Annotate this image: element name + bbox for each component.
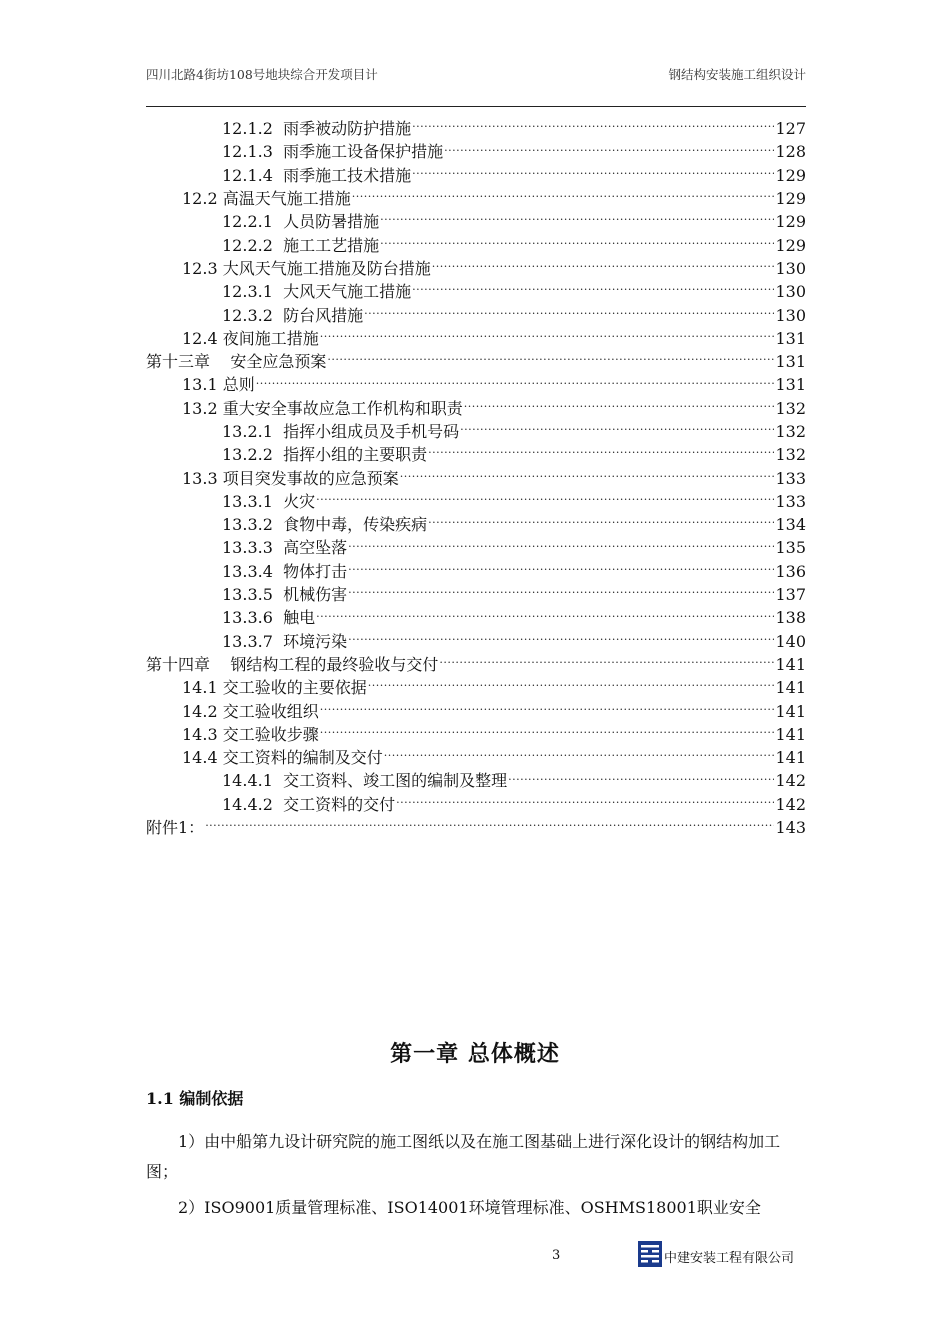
page-header <box>146 66 806 107</box>
toc-entry-page: 128 <box>775 142 806 162</box>
toc-entry-title: 12.3.2 防台风措施 <box>222 305 364 325</box>
toc-entry-page: 127 <box>775 119 806 139</box>
toc-entry-page: 134 <box>775 515 806 535</box>
toc-entry-page: 141 <box>775 654 806 674</box>
toc-entry-page: 130 <box>775 305 806 325</box>
toc-entry-page: 129 <box>775 189 806 209</box>
toc-entry-page: 132 <box>775 445 806 465</box>
toc-entry-title: 12.2.1 人员防暑措施 <box>222 212 380 232</box>
toc-entry-title: 13.3.3 高空坠落 <box>222 538 348 558</box>
toc-entry-title: 13.1 总则 <box>182 375 255 395</box>
toc-entry-title: 13.2 重大安全事故应急工作机构和职责 <box>182 398 463 418</box>
toc-entry-page: 141 <box>775 701 806 721</box>
body-paragraph-1: 1）由中船第九设计研究院的施工图纸以及在施工图基础上进行深化设计的钢结构加工图； <box>146 1132 781 1181</box>
header-project-name: 四川北路4街坊108号地块综合开发项目计 <box>146 67 378 82</box>
toc-entry-title: 12.3.1 大风天气施工措施 <box>222 282 412 302</box>
toc-entry-title: 13.2.1 指挥小组成员及手机号码 <box>222 422 460 441</box>
toc-entry-title: 14.1 交工验收的主要依据 <box>182 678 367 698</box>
toc-entry-page: 138 <box>775 608 806 628</box>
toc-entry-page: 143 <box>775 818 806 838</box>
toc-entry-page: 131 <box>775 352 806 372</box>
toc-entry-title: 第十三章 安全应急预案 <box>146 352 327 372</box>
toc-entry-page: 130 <box>775 258 806 278</box>
toc-entry[interactable] <box>146 816 806 839</box>
toc-entry-title: 13.3.1 火灾 <box>222 491 316 511</box>
toc-leader-dots <box>205 811 774 839</box>
toc-entry-title: 第十四章 钢结构工程的最终验收与交付 <box>146 654 439 674</box>
toc-entry-title: 14.3 交工验收步骤 <box>182 724 319 744</box>
toc-entry-page: 142 <box>775 794 806 814</box>
toc-entry-page: 137 <box>775 585 806 605</box>
company-name: 中建安装工程有限公司 <box>664 1251 795 1266</box>
toc-entry-title: 13.3.2 食物中毒，传染疾病 <box>222 515 428 535</box>
toc-entry-title: 12.4 夜间施工措施 <box>182 328 319 348</box>
chapter-title: 第一章 总体概述 <box>390 1042 560 1067</box>
toc-entry-title: 12.1.2 雨季被动防护措施 <box>222 119 412 139</box>
toc-entry-title: 13.3.6 触电 <box>222 608 316 628</box>
toc-entry-page: 132 <box>775 422 806 441</box>
toc-entry-title: 14.4.2 交工资料的交付 <box>222 794 396 814</box>
toc-entry-title: 12.3 大风天气施工措施及防台措施 <box>182 258 431 278</box>
toc-entry-title: 12.2.2 施工工艺措施 <box>222 235 380 255</box>
toc-entry-title: 14.2 交工验收组织 <box>182 701 319 721</box>
toc-entry-title: 12.1.4 雨季施工技术措施 <box>222 165 412 185</box>
toc-entry-page: 132 <box>775 398 806 418</box>
toc-entry-title: 13.3.7 环境污染 <box>222 631 348 651</box>
toc-entry-page: 141 <box>775 748 806 768</box>
toc-entry-title: 13.2.2 指挥小组的主要职责 <box>222 445 428 465</box>
toc-entry-page: 129 <box>775 165 806 185</box>
toc-entry-page: 141 <box>775 678 806 698</box>
table-of-contents <box>146 117 806 839</box>
toc-entry-page: 131 <box>775 375 806 395</box>
toc-entry-title: 12.1.3 雨季施工设备保护措施 <box>222 142 444 162</box>
toc-entry-page: 131 <box>775 328 806 348</box>
company-logo-icon <box>638 1241 662 1267</box>
toc-entry-page: 141 <box>775 724 806 744</box>
toc-entry-page: 136 <box>775 561 806 581</box>
toc-entry-title: 12.2 高温天气施工措施 <box>182 189 351 209</box>
toc-entry-page: 133 <box>775 468 806 488</box>
toc-entry-page: 130 <box>775 282 806 302</box>
toc-entry-page: 133 <box>775 491 806 511</box>
toc-entry-page: 140 <box>775 631 806 651</box>
body-paragraph-2: 2）ISO9001质量管理标准、ISO14001环境管理标准、OSHMS18001职业安全 <box>178 1198 761 1217</box>
section-title: 1.1 编制依据 <box>146 1089 244 1108</box>
toc-entry-page: 129 <box>775 235 806 255</box>
toc-entry-title: 14.4 交工资料的编制及交付 <box>182 748 383 768</box>
toc-entry-page: 142 <box>775 771 806 791</box>
toc-entry-title: 13.3 项目突发事故的应急预案 <box>182 468 399 488</box>
toc-entry-title: 13.3.4 物体打击 <box>222 561 348 581</box>
toc-entry-title: 14.4.1 交工资料、竣工图的编制及整理 <box>222 771 508 791</box>
toc-entry-title: 13.3.5 机械伤害 <box>222 585 348 605</box>
toc-entry-page: 135 <box>775 538 806 558</box>
page-number: 3 <box>552 1248 561 1263</box>
toc-entry-page: 129 <box>775 212 806 232</box>
header-document-title: 钢结构安装施工组织设计 <box>668 67 806 82</box>
toc-entry-title: 附件1： <box>146 818 205 838</box>
